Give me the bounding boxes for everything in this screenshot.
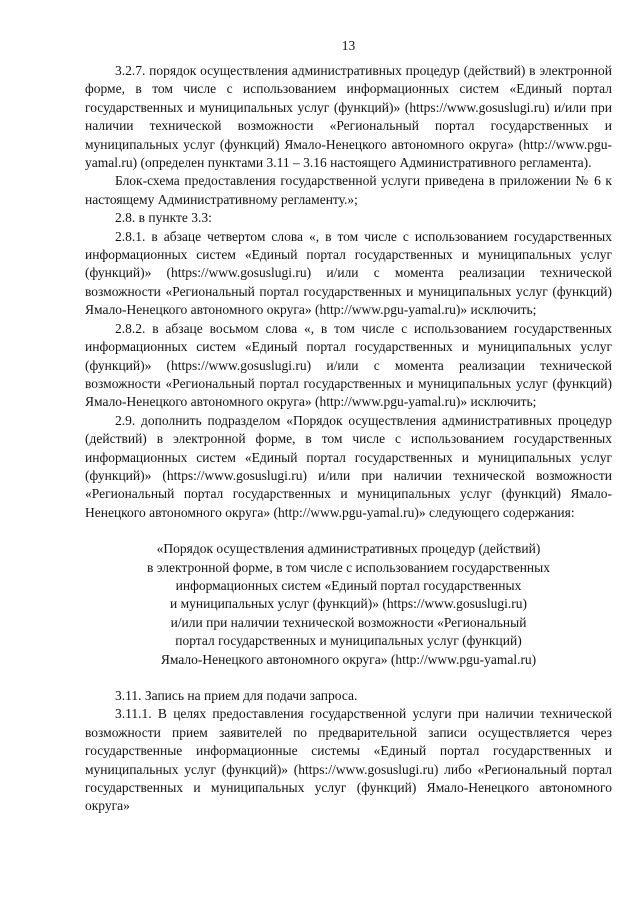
- heading-line: и/или при наличии технической возможности «Региональный: [170, 614, 527, 630]
- document-page: [85, 0, 612, 905]
- heading-line: «Порядок осуществления административных процедур (действий): [156, 541, 541, 557]
- heading-line: и муниципальных услуг (функций)» (https://www.gosuslugi.ru): [170, 596, 527, 612]
- paragraph-2-8-2: 2.8.2. в абзаце восьмом слова «, в том числе с использованием государственных информационных систем «Единый портал государственных и муниципальных услуг (функций)» (https://www.gosuslugi.ru) и/или с момента реализации технической возможности «Региональный портал государственных и муниципальных услуг (функций) Ямало-Ненецкого автономного округа» (http://www.pgu-yamal.ru)» исключить;: [85, 320, 612, 410]
- paragraph-3-11-1: 3.11.1. В целях предоставления государственной услуги при наличии технической возможности прием заявителей по предварительной записи осуществляется через государственные информационные системы «Единый портал государственных и муниципальных услуг (функций)» (https://www.gosuslugi.ru) либо «Региональный портал государственных и муниципальных услуг (функций) Ямало-Ненецкого автономного округа»: [85, 706, 612, 814]
- paragraph-2-8: 2.8. в пункте 3.3:: [115, 210, 212, 226]
- heading-line: портал государственных и муниципальных услуг (функций): [175, 633, 522, 649]
- paragraph-2-9: 2.9. дополнить подразделом «Порядок осуществления административных процедур (действий) в электронной форме, в том числе с использованием государственных информационных систем «Единый портал государственных и муниципальных услуг (функций)» (https://www.gosuslugi.ru) и/или при наличии технической возможности «Региональный портал государственных и муниципальных услуг (функций) Ямало-Ненецкого автономного округа» (http://www.pgu-yamal.ru)» следующего содержания:: [85, 412, 612, 520]
- heading-line: информационных систем «Единый портал государственных: [175, 577, 522, 593]
- paragraph-3-2-7: 3.2.7. порядок осуществления административных процедур (действий) в электронной форме, в том числе с использованием информационных систем «Единый портал государственных и муниципальных услуг (функций)» (https://www.gosuslugi.ru) и/или при наличии технической возможности «Региональный портал государственных и муниципальных услуг (функций) Ямало-Ненецкого автономного округа» (http://www.pgu-yamal.ru) (определен пунктами 3.11 – 3.16 настоящего Административного регламента).: [85, 63, 612, 171]
- paragraph-3-11: 3.11. Запись на прием для подачи запроса.: [115, 688, 358, 703]
- heading-line: в электронной форме, в том числе с использованием государственных: [147, 559, 550, 575]
- heading-line: Ямало-Ненецкого автономного округа» (http://www.pgu-yamal.ru): [160, 651, 537, 667]
- page-number: 13: [341, 38, 356, 53]
- subsection-heading: [85, 540, 612, 669]
- paragraph-2-8-1: 2.8.1. в абзаце четвертом слова «, в том числе с использованием государственных информационных систем «Единый портал государственных и муниципальных услуг (функций)» (https://www.gosuslugi.ru) и/или с момента реализации технической возможности «Региональный портал государственных и муниципальных услуг (функций) Ямало-Ненецкого автономного округа» (http://www.pgu-yamal.ru)» исключить;: [85, 228, 612, 318]
- paragraph-block-scheme: Блок-схема предоставления государственной услуги приведена в приложении № 6 к настоящему Административному регламенту.»;: [85, 173, 612, 207]
- document-body: [85, 62, 612, 816]
